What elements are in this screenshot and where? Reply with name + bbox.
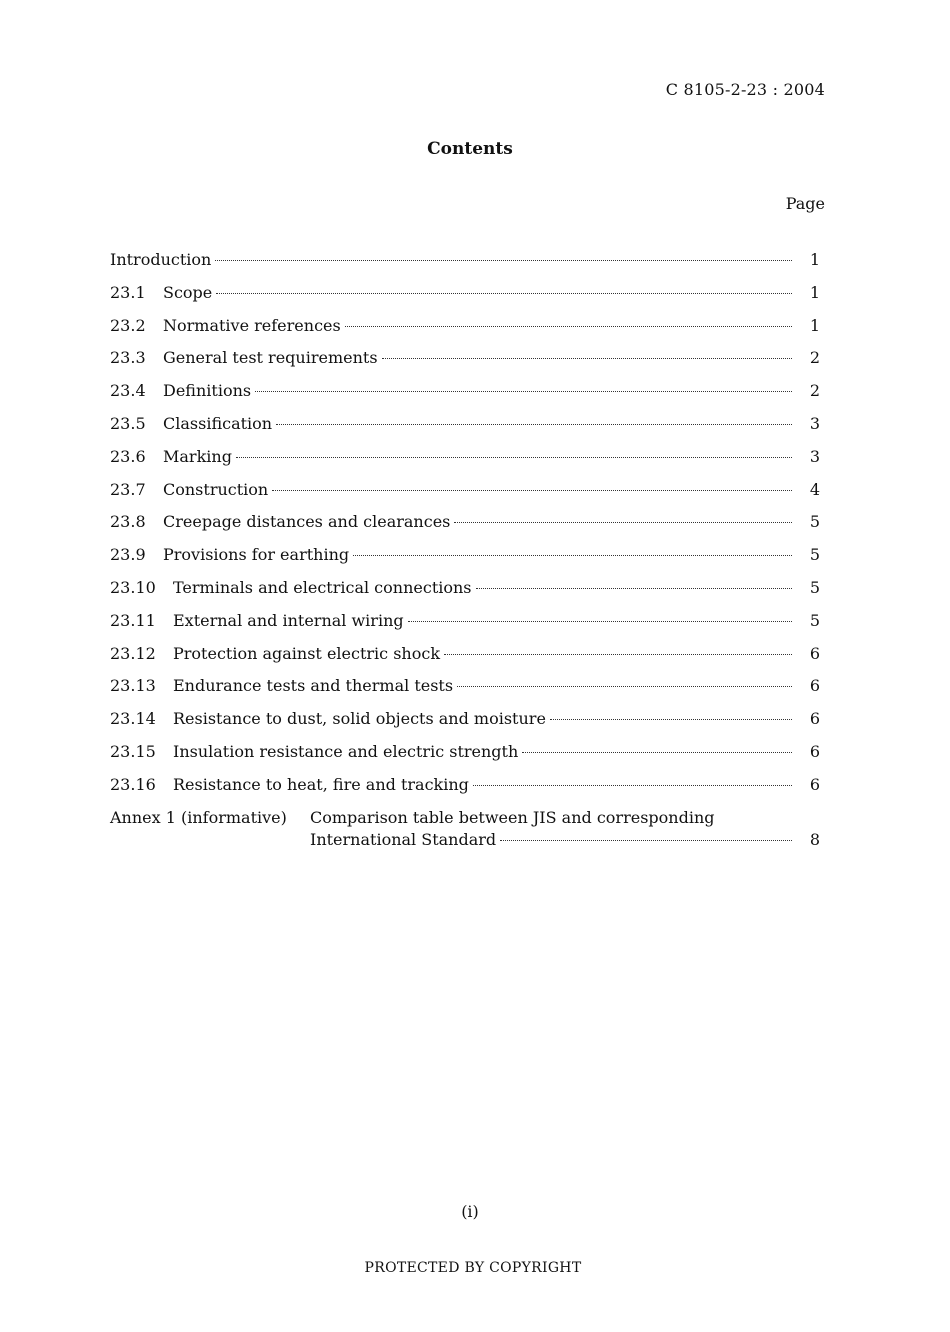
section-title: Terminals and electrical connections — [173, 577, 472, 597]
page-number: 2 — [809, 381, 820, 401]
page-number: 6 — [809, 741, 820, 761]
toc-entry[interactable] — [110, 676, 820, 709]
dot-leader — [216, 293, 792, 294]
section-number: 23.14 — [110, 709, 156, 729]
dot-leader — [500, 840, 792, 841]
section-number: 23.13 — [110, 676, 156, 696]
toc-entry[interactable] — [110, 742, 820, 775]
section-title: Introduction — [110, 250, 212, 269]
page-number: 3 — [809, 413, 820, 433]
toc-entry[interactable] — [110, 545, 820, 578]
section-title: External and internal wiring — [173, 610, 404, 630]
dot-leader — [276, 424, 792, 425]
annex-title-line-2: International Standard — [310, 829, 497, 849]
dot-leader — [476, 588, 792, 589]
page-number: 6 — [809, 643, 820, 663]
section-number: 23.2 — [110, 315, 146, 335]
toc-entry[interactable] — [110, 480, 820, 513]
footer-page-number: (i) — [461, 1202, 479, 1221]
section-number: 23.5 — [110, 413, 146, 433]
dot-leader — [345, 326, 792, 327]
section-title: Normative references — [163, 315, 341, 335]
annex-label: Annex 1 (informative) — [110, 807, 287, 827]
dot-leader — [457, 686, 792, 687]
section-title: Insulation resistance and electric strength — [173, 741, 519, 761]
section-number: 23.11 — [110, 610, 156, 630]
section-title: Resistance to dust, solid objects and moisture — [173, 709, 546, 729]
section-number: 23.12 — [110, 643, 156, 663]
dot-leader — [522, 752, 792, 753]
page-column-heading: Page — [785, 194, 825, 213]
toc-entry[interactable] — [110, 775, 820, 808]
dot-leader — [236, 457, 792, 458]
page-number: 6 — [809, 774, 820, 794]
toc-entry[interactable] — [110, 316, 820, 349]
section-title: Marking — [163, 446, 232, 466]
annex-page-number: 8 — [809, 829, 820, 849]
page-number: 1 — [809, 250, 820, 269]
page-number: 1 — [809, 315, 820, 335]
copyright-notice: PROTECTED BY COPYRIGHT — [364, 1260, 582, 1276]
toc-entry[interactable] — [110, 348, 820, 381]
toc-entry[interactable] — [110, 611, 820, 644]
section-title: Scope — [163, 282, 213, 302]
dot-leader — [255, 391, 792, 392]
page-number: 6 — [809, 676, 820, 696]
dot-leader — [454, 522, 792, 523]
page-number: 6 — [809, 709, 820, 729]
dot-leader — [444, 654, 792, 655]
toc-entry[interactable] — [110, 381, 820, 414]
dot-leader — [408, 621, 792, 622]
section-number: 23.7 — [110, 479, 146, 499]
section-number: 23.3 — [110, 348, 146, 368]
section-number: 23.1 — [110, 282, 146, 302]
section-title: Resistance to heat, fire and tracking — [173, 774, 469, 794]
section-number: 23.4 — [110, 381, 146, 401]
dot-leader — [215, 260, 792, 261]
page-number: 3 — [809, 446, 820, 466]
section-number: 23.8 — [110, 512, 146, 532]
toc-entry[interactable] — [110, 578, 820, 611]
section-title: Endurance tests and thermal tests — [173, 676, 454, 696]
page-number: 5 — [809, 512, 820, 532]
page-number: 5 — [809, 545, 820, 565]
page-number: 5 — [809, 577, 820, 597]
dot-leader — [550, 719, 792, 720]
section-title: General test requirements — [163, 348, 378, 368]
document-number: C 8105-2-23 : 2004 — [665, 80, 825, 99]
toc-entry-annex-1[interactable] — [110, 808, 820, 849]
toc-entry[interactable] — [110, 709, 820, 742]
dot-leader — [353, 555, 792, 556]
section-title: Classification — [163, 413, 273, 433]
toc-entry[interactable] — [110, 283, 820, 316]
toc-entry[interactable] — [110, 512, 820, 545]
toc-entry[interactable] — [110, 414, 820, 447]
page-number: 4 — [809, 479, 820, 499]
section-title: Protection against electric shock — [173, 643, 441, 663]
page-number: 5 — [809, 610, 820, 630]
dot-leader — [382, 358, 792, 359]
page-number: 2 — [809, 348, 820, 368]
toc-entry[interactable] — [110, 250, 820, 283]
section-title: Definitions — [163, 381, 252, 401]
section-title: Provisions for earthing — [163, 545, 350, 565]
section-number: 23.15 — [110, 741, 156, 761]
toc-entry[interactable] — [110, 644, 820, 677]
section-title: Construction — [163, 479, 269, 499]
page-title: Contents — [427, 139, 513, 159]
section-title: Creepage distances and clearances — [163, 512, 451, 532]
annex-title-line-1: Comparison table between JIS and corresponding — [310, 807, 715, 827]
section-number: 23.6 — [110, 446, 146, 466]
table-of-contents — [110, 250, 820, 849]
page-number: 1 — [809, 282, 820, 302]
section-number: 23.9 — [110, 545, 146, 565]
dot-leader — [272, 490, 792, 491]
section-number: 23.16 — [110, 774, 156, 794]
dot-leader — [473, 785, 792, 786]
toc-entry[interactable] — [110, 447, 820, 480]
section-number: 23.10 — [110, 577, 156, 597]
